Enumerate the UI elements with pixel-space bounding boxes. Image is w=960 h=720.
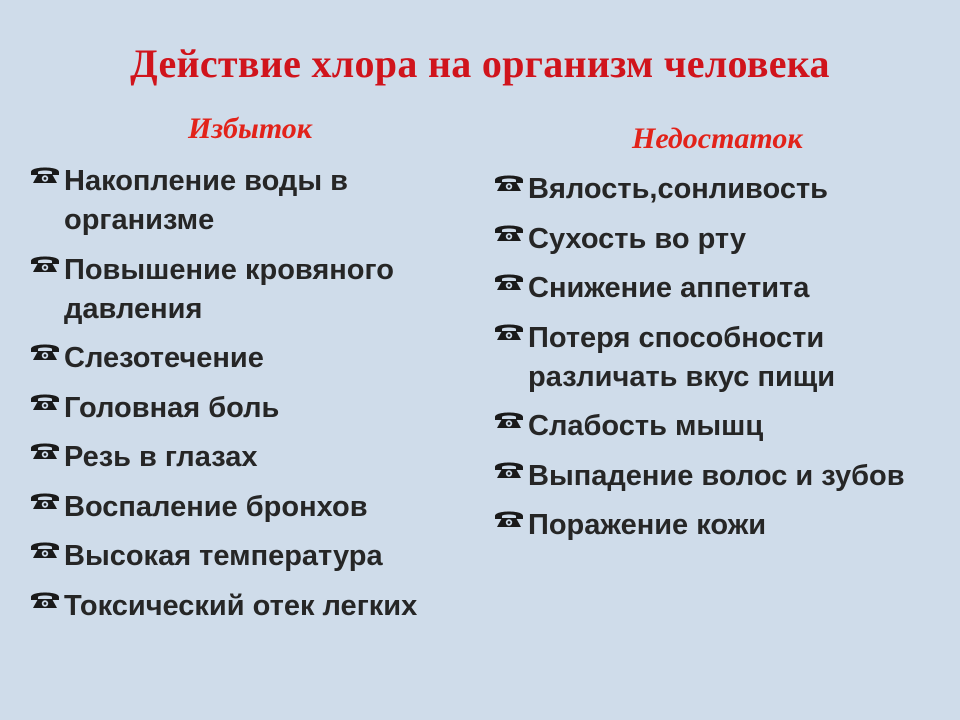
excess-item-text: Резь в глазах: [64, 441, 258, 473]
excess-item-text: Слезотечение: [64, 342, 264, 374]
telephone-icon: [492, 270, 528, 296]
excess-item: [28, 389, 498, 428]
excess-item: [28, 339, 498, 378]
deficiency-item: [492, 407, 954, 446]
excess-list: [28, 162, 498, 636]
deficiency-item-text: Вялость,сонливость: [528, 173, 828, 205]
deficiency-item-text: Потеря способности различать вкус пищи: [528, 321, 836, 393]
telephone-icon: [492, 507, 528, 533]
excess-item: [28, 162, 498, 240]
deficiency-item: [492, 506, 954, 545]
deficiency-item: [492, 457, 954, 496]
deficiency-item-text: Снижение аппетита: [528, 272, 810, 304]
telephone-icon: [28, 588, 64, 614]
deficiency-list: [492, 170, 954, 556]
deficiency-item: [492, 319, 954, 397]
telephone-icon: [492, 408, 528, 434]
excess-item-text: Головная боль: [64, 391, 280, 424]
excess-item: [28, 438, 498, 477]
telephone-icon: [28, 538, 64, 564]
telephone-icon: [28, 340, 64, 366]
excess-item: [28, 587, 498, 626]
telephone-icon: [28, 390, 64, 416]
excess-item-text: Воспаление бронхов: [64, 490, 368, 523]
deficiency-item: [492, 269, 954, 308]
deficiency-item-text: Поражение кожи: [528, 509, 767, 541]
telephone-icon: [492, 458, 528, 484]
excess-heading: Избыток: [188, 112, 312, 145]
deficiency-item-text: Выпадение волос и зубов: [528, 459, 905, 492]
telephone-icon: [492, 320, 528, 346]
telephone-icon: [28, 252, 64, 278]
deficiency-item: [492, 220, 954, 259]
excess-item-text: Накопление воды в организме: [64, 165, 348, 236]
excess-item-text: Токсический отек легких: [64, 589, 418, 622]
telephone-icon: [28, 439, 64, 465]
excess-item-text: Высокая температура: [64, 540, 383, 572]
telephone-icon: [28, 489, 64, 515]
deficiency-item: [492, 170, 954, 209]
excess-item: [28, 488, 498, 527]
telephone-icon: [28, 163, 64, 189]
excess-item: [28, 251, 498, 329]
deficiency-item-text: Сухость во рту: [528, 222, 746, 255]
deficiency-heading: Недостаток: [632, 122, 803, 155]
excess-item: [28, 537, 498, 576]
excess-item-text: Повышение кровяного давления: [64, 253, 394, 325]
deficiency-item-text: Слабость мышц: [528, 410, 764, 442]
slide-title: Действие хлора на организм человека: [130, 41, 830, 86]
telephone-icon: [492, 171, 528, 197]
telephone-icon: [492, 221, 528, 247]
